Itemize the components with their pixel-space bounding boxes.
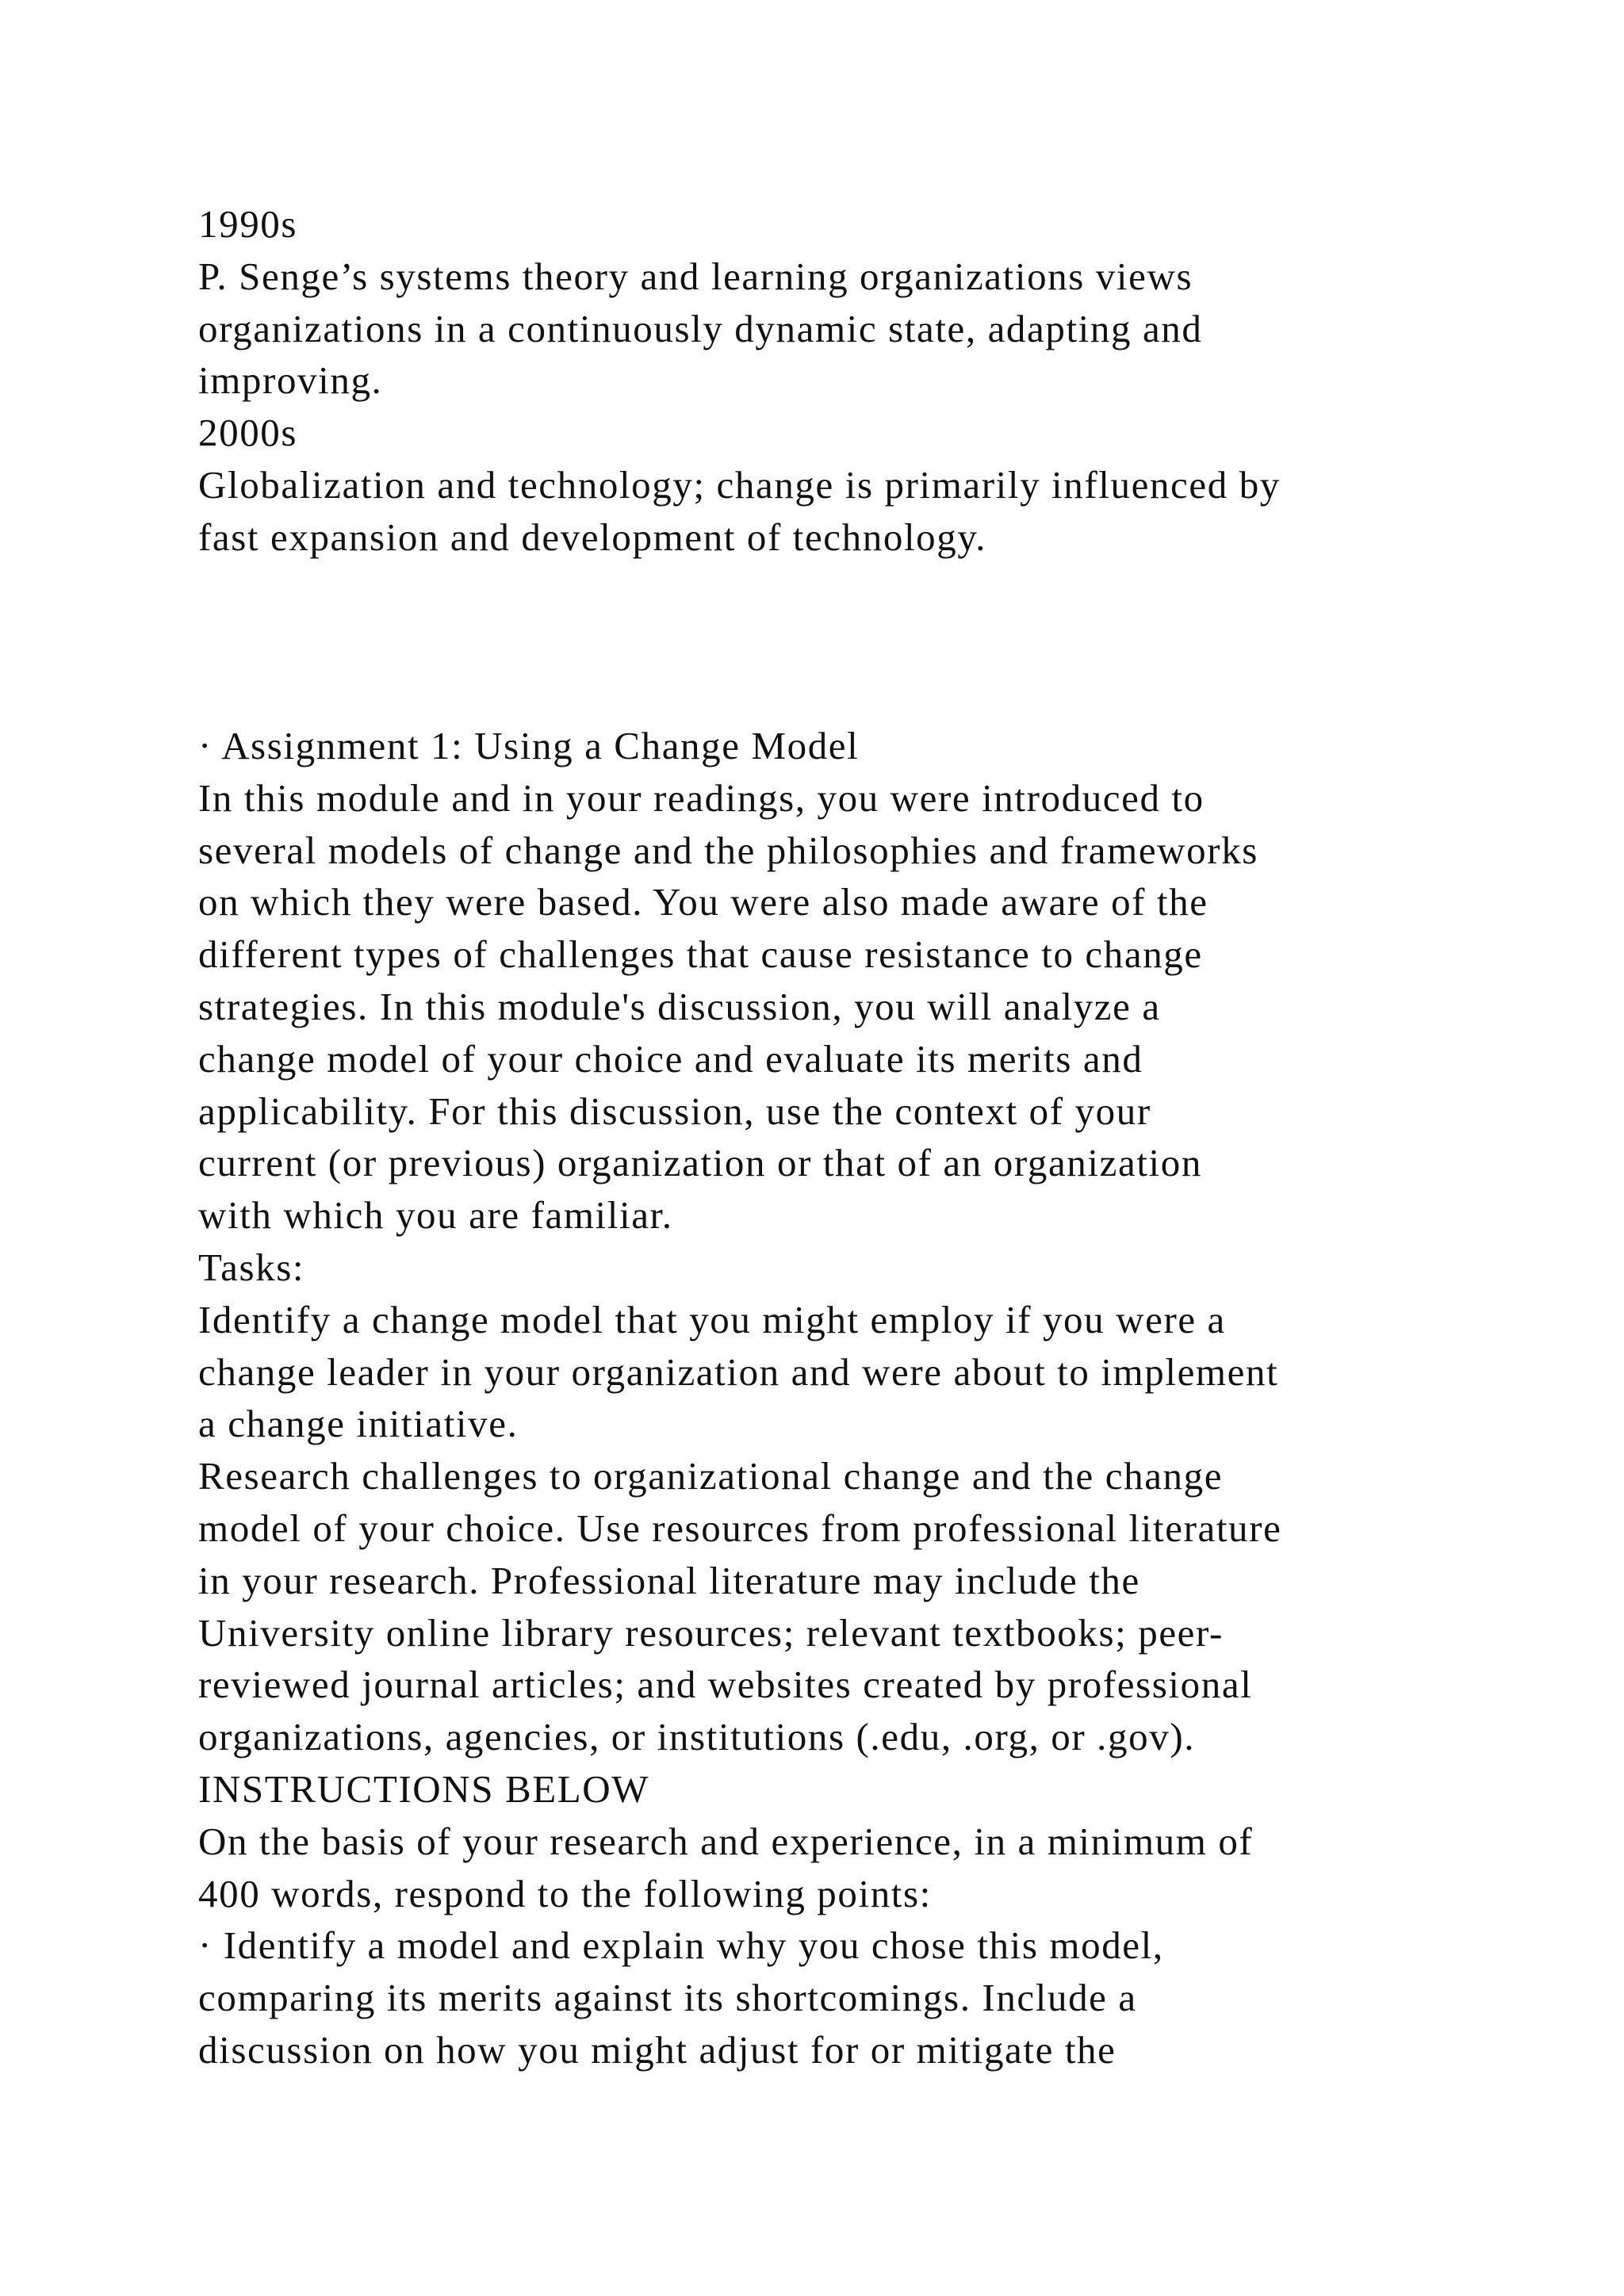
text-line: strategies. In this module's discussion, you will analyze a bbox=[198, 984, 1161, 1028]
text-line: On the basis of your research and experience, in a minimum of bbox=[198, 1819, 1254, 1863]
text-line: reviewed journal articles; and websites created by professional bbox=[198, 1663, 1253, 1707]
text-line: · Assignment 1: Using a Change Model bbox=[198, 723, 860, 767]
text-line: in your research. Professional literature may include the bbox=[198, 1558, 1140, 1602]
text-line: In this module and in your readings, you were introduced to bbox=[198, 775, 1205, 820]
text-line: 2000s bbox=[198, 411, 298, 455]
text-line: discussion on how you might adjust for or mitigate the bbox=[198, 2027, 1116, 2072]
text-line: 400 words, respond to the following points: bbox=[198, 1871, 932, 1915]
text-line: improving. bbox=[198, 358, 383, 403]
text-line: current (or previous) organization or that of an organization bbox=[198, 1141, 1202, 1185]
text-line: different types of challenges that cause resistance to change bbox=[198, 932, 1203, 977]
text-line: organizations in a continuously dynamic state, adapting and bbox=[198, 306, 1203, 350]
text-line: 1990s bbox=[198, 202, 298, 246]
text-line: several models of change and the philosophies and frameworks bbox=[198, 828, 1258, 872]
text-line: University online library resources; relevant textbooks; peer- bbox=[198, 1610, 1224, 1655]
text-line: change model of your choice and evaluate its merits and bbox=[198, 1036, 1143, 1081]
text-line: comparing its merits against its shortcomings. Include a bbox=[198, 1976, 1137, 2020]
text-line: change leader in your organization and were about to implement bbox=[198, 1349, 1279, 1394]
text-line: · Identify a model and explain why you chose this model, bbox=[198, 1923, 1164, 1968]
text-line: organizations, agencies, or institutions (.edu, .org, or .gov). bbox=[198, 1715, 1196, 1759]
text-line: Tasks: bbox=[198, 1245, 305, 1289]
text-line: a change initiative. bbox=[198, 1402, 519, 1446]
text-line: Identify a change model that you might employ if you were a bbox=[198, 1297, 1226, 1341]
document-body bbox=[198, 198, 1467, 2076]
text-line: model of your choice. Use resources from professional literature bbox=[198, 1506, 1282, 1550]
text-line: Research challenges to organizational change and the change bbox=[198, 1454, 1224, 1498]
text-line: with which you are familiar. bbox=[198, 1193, 673, 1238]
text-line: on which they were based. You were also made aware of the bbox=[198, 880, 1208, 924]
text-line: applicability. For this discussion, use the context of your bbox=[198, 1089, 1151, 1133]
text-line: INSTRUCTIONS BELOW bbox=[198, 1766, 650, 1811]
paragraph-gap bbox=[198, 564, 1467, 720]
text-line: P. Senge’s systems theory and learning organizations views bbox=[198, 254, 1193, 298]
text-line: fast expansion and development of technology. bbox=[198, 515, 987, 559]
text-line: Globalization and technology; change is primarily influenced by bbox=[198, 462, 1281, 507]
